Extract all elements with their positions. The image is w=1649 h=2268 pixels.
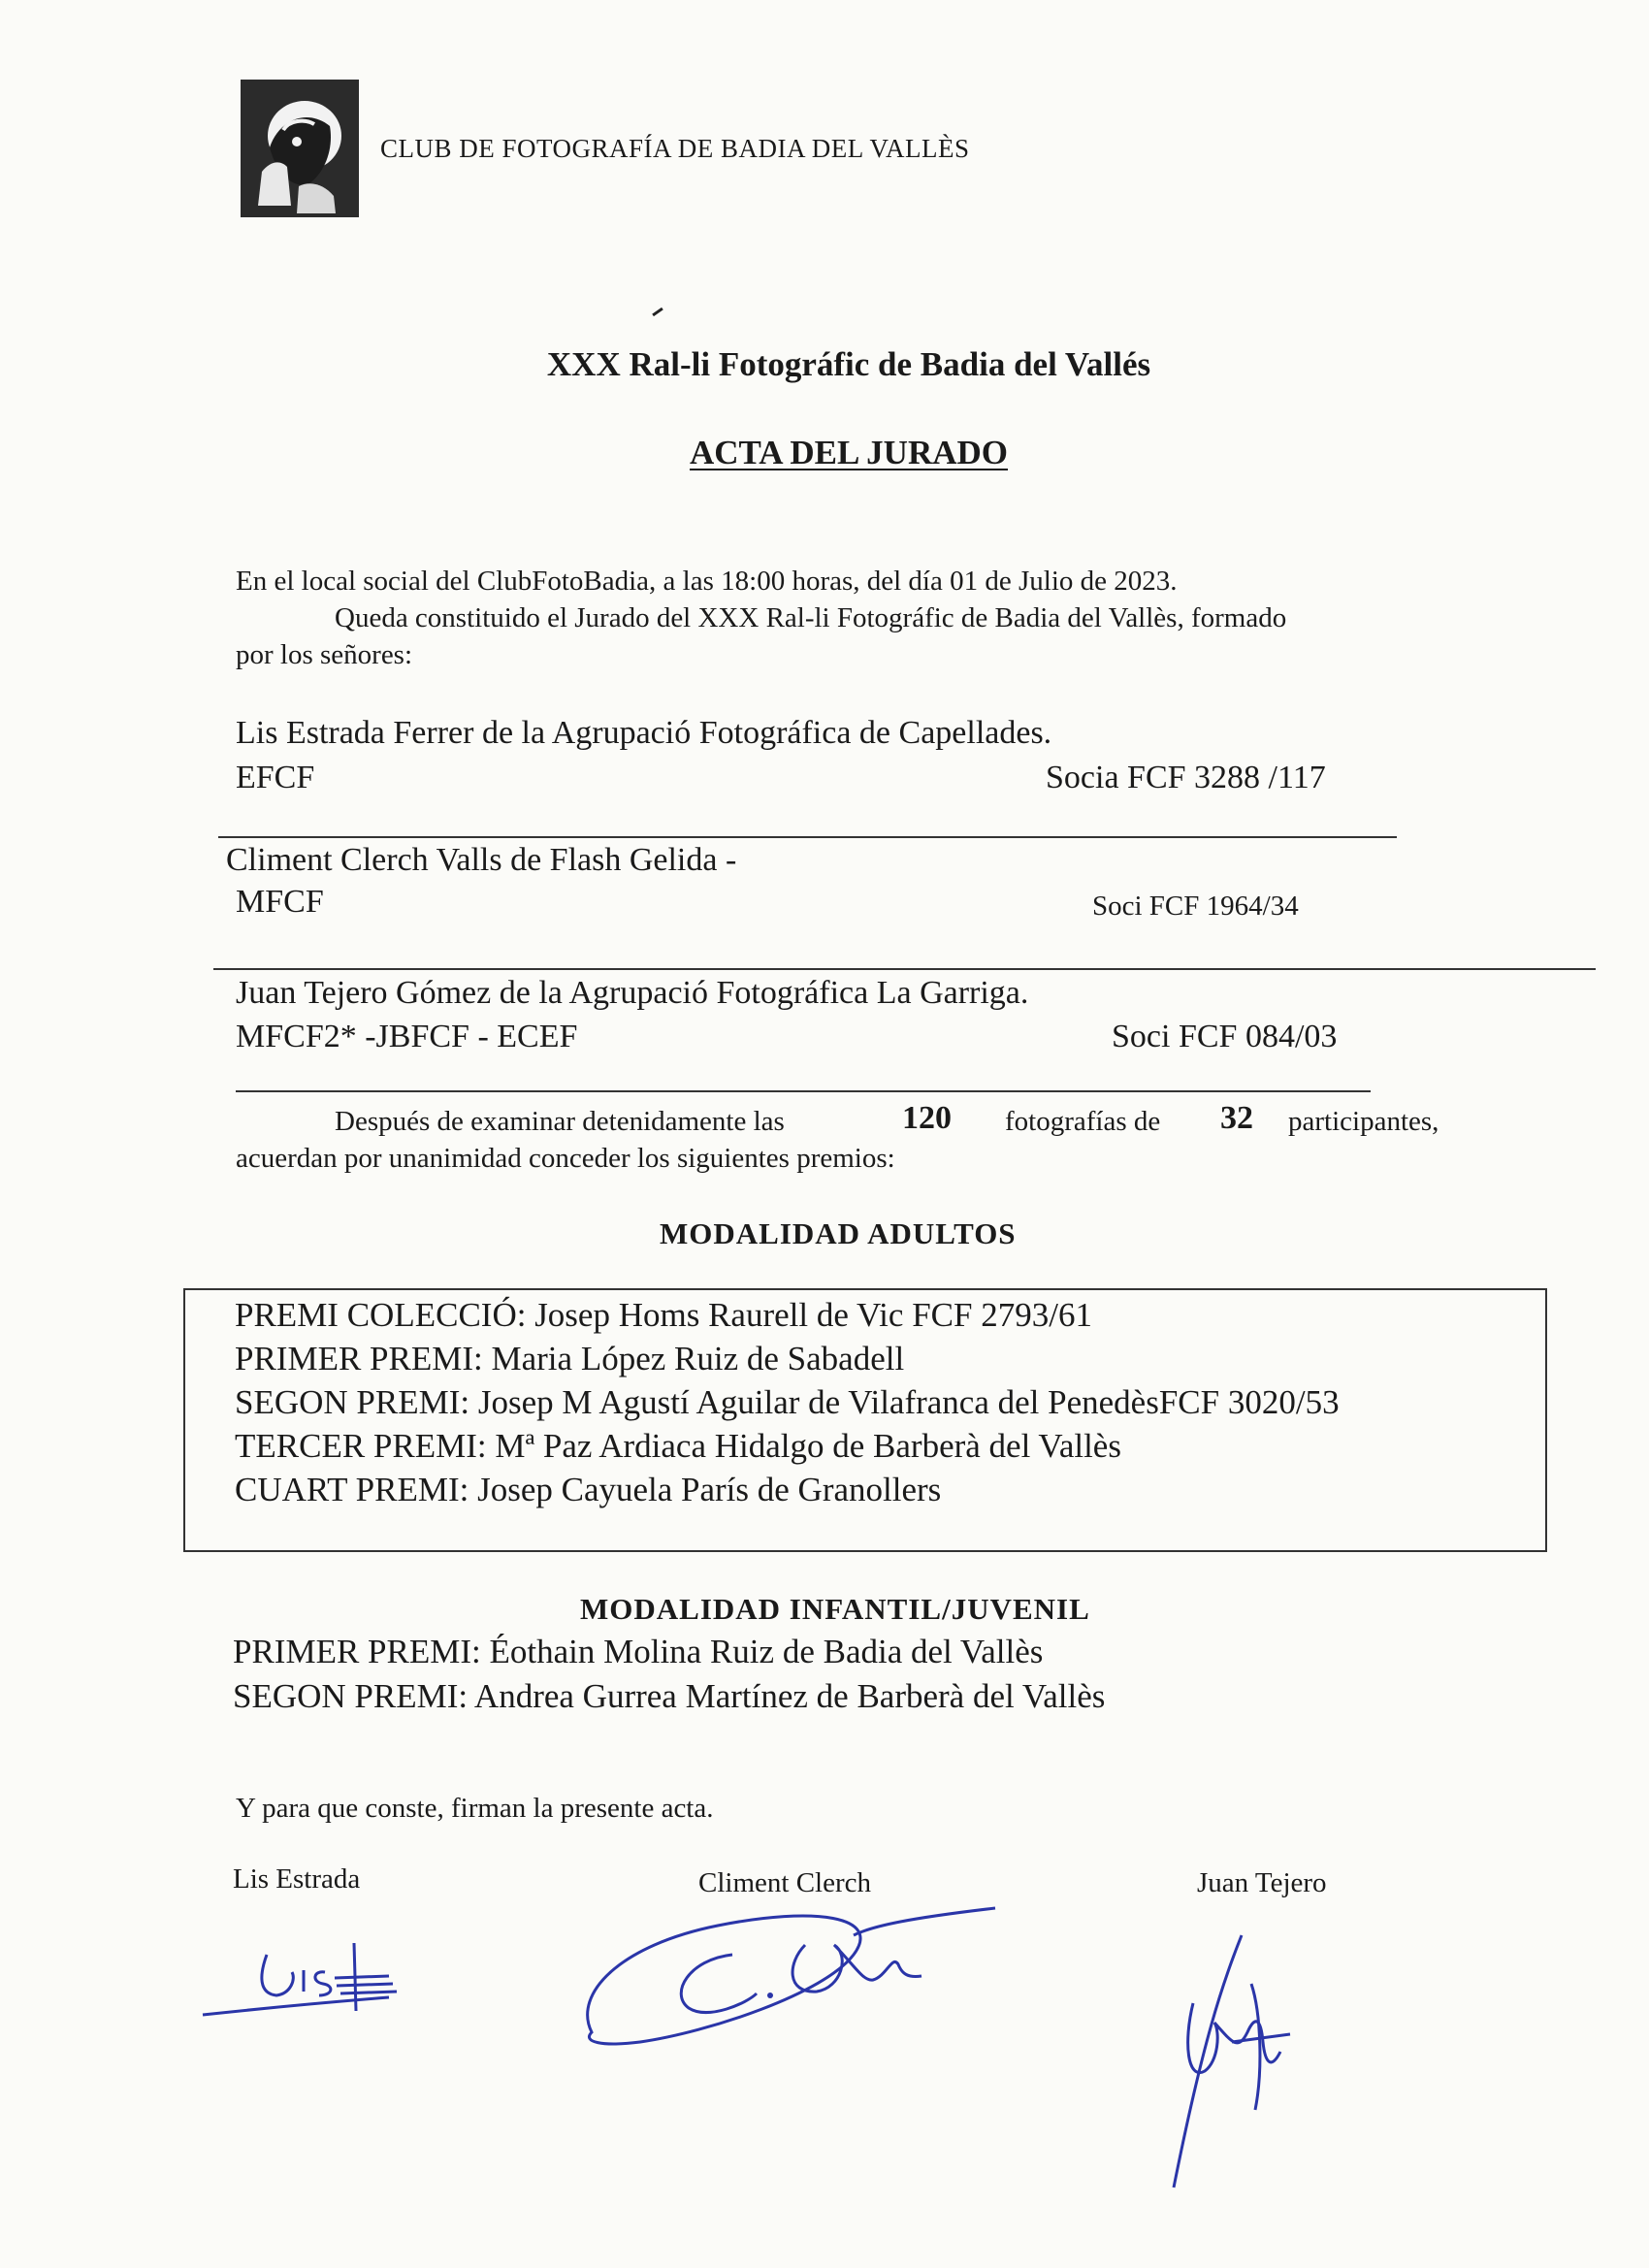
jury-member-membership: Socia FCF 3288 /117 xyxy=(1046,760,1326,795)
youth-prize-line: PRIMER PREMI: Éothain Molina Ruiz de Badia del Vallès xyxy=(233,1633,1044,1670)
youth-prize-line: SEGON PREMI: Andrea Gurrea Martínez de Barberà del Vallès xyxy=(233,1677,1106,1715)
adult-prize-line: PRIMER PREMI: Maria López Ruiz de Sabadell xyxy=(235,1340,905,1377)
exam-prefix: Después de examinar detenidamente las xyxy=(335,1106,785,1137)
adult-prize-line: PREMI COLECCIÓ: Josep Homs Raurell de Vic FCF 2793/61 xyxy=(235,1296,1092,1334)
photo-count: 120 xyxy=(902,1100,952,1136)
divider xyxy=(218,836,1397,838)
adult-prize-line: TERCER PREMI: Mª Paz Ardiaca Hidalgo de Barberà del Vallès xyxy=(235,1427,1121,1465)
jury-member-membership: Soci FCF 1964/34 xyxy=(1092,891,1299,922)
signatory-name: Juan Tejero xyxy=(1197,1867,1327,1898)
club-logo-icon xyxy=(241,80,359,217)
exam-middle: fotografías de xyxy=(1005,1106,1161,1137)
adult-prize-line: CUART PREMI: Josep Cayuela París de Granollers xyxy=(235,1471,942,1508)
participant-count: 32 xyxy=(1220,1100,1253,1136)
signatory-name: Climent Clerch xyxy=(698,1867,871,1898)
jury-member-name: Juan Tejero Gómez de la Agrupació Fotográfica La Garriga. xyxy=(236,975,1029,1011)
signatory-name: Lis Estrada xyxy=(233,1863,361,1895)
signature-lis-estrada xyxy=(199,1926,412,2032)
youth-heading: MODALIDAD INFANTIL/JUVENIL xyxy=(580,1592,1090,1626)
jury-member-honors: MFCF xyxy=(236,884,324,920)
adults-heading: MODALIDAD ADULTOS xyxy=(660,1216,1017,1250)
club-logo xyxy=(241,80,359,217)
document-title: XXX Ral-li Fotográfic de Badia del Vallés xyxy=(546,345,1151,383)
jury-member-membership: Soci FCF 084/03 xyxy=(1112,1019,1338,1054)
divider xyxy=(236,1090,1371,1092)
adult-prize-line: SEGON PREMI: Josep M Agustí Aguilar de Vilafranca del PenedèsFCF 3020/53 xyxy=(235,1383,1340,1421)
accent-mark xyxy=(652,308,663,316)
jury-member-name: Lis Estrada Ferrer de la Agrupació Fotográfica de Capellades. xyxy=(236,715,1052,751)
exam-line-2: acuerdan por unanimidad conceder los siguientes premios: xyxy=(236,1143,895,1174)
subtitle-text: ACTA DEL JURADO xyxy=(689,434,1008,471)
closing-text: Y para que conste, firman la presente acta. xyxy=(236,1793,714,1824)
divider xyxy=(213,968,1596,970)
intro-line-2: Queda constituido el Jurado del XXX Ral-li Fotográfic de Badia del Vallès, formado xyxy=(335,602,1287,633)
signature-climent-clerch xyxy=(563,1887,1009,2061)
intro-line-1: En el local social del ClubFotoBadia, a las 18:00 horas, del día 01 de Julio de 2023. xyxy=(236,566,1178,597)
jury-member-honors: MFCF2* -JBFCF - ECEF xyxy=(236,1019,578,1054)
jury-member-honors: EFCF xyxy=(236,760,315,795)
signature-juan-tejero xyxy=(1154,1926,1310,2197)
club-name: CLUB DE FOTOGRAFÍA DE BADIA DEL VALLÈS xyxy=(380,134,970,163)
jury-member-name: Climent Clerch Valls de Flash Gelida - xyxy=(226,842,737,878)
exam-suffix: participantes, xyxy=(1288,1106,1439,1137)
document-subtitle xyxy=(0,434,1649,472)
intro-line-3: por los señores: xyxy=(236,639,413,670)
